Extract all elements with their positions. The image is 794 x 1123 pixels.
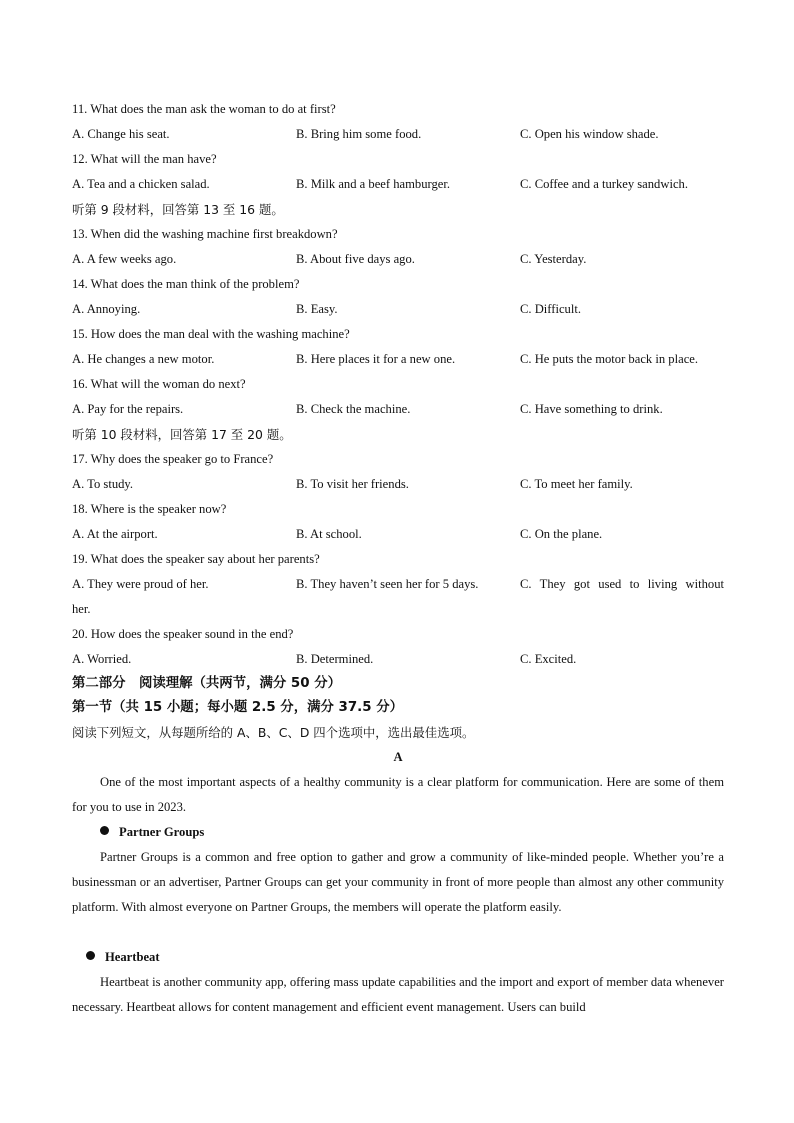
option-c: C. To meet her family. xyxy=(520,477,633,491)
option-c: C. He puts the motor back in place. xyxy=(520,352,699,366)
option-b: B. They haven’t seen her for 5 days. xyxy=(296,577,479,591)
option-a: A. He changes a new motor. xyxy=(72,352,215,366)
option-c: C. Open his window shade. xyxy=(520,127,659,141)
question-15: 15. How does the man deal with the washing machine? xyxy=(72,327,350,341)
option-c: C. Coffee and a turkey sandwich. xyxy=(520,177,688,191)
option-b: B. Easy. xyxy=(296,302,338,316)
option-b: B. Milk and a beef hamburger. xyxy=(296,177,451,191)
option-a: A. A few weeks ago. xyxy=(72,252,177,266)
option-c: C. Difficult. xyxy=(520,302,581,316)
option-b: B. Bring him some food. xyxy=(296,127,422,141)
option-b: B. Determined. xyxy=(296,652,374,666)
question-11: 11. What does the man ask the woman to do at first? xyxy=(72,102,336,116)
item-paragraph: Heartbeat is another community app, offering mass update capabilities and the import and export of member data whenever necessary. Heartbeat allows for content management and efficient event management. Users can build xyxy=(72,975,724,1014)
bullet-dot-icon xyxy=(100,826,109,835)
option-a: A. They were proud of her. xyxy=(72,577,209,591)
option-b: B. Check the machine. xyxy=(296,402,411,416)
option-c: C. Yesterday. xyxy=(520,252,587,266)
question-20: 20. How does the speaker sound in the end? xyxy=(72,627,294,641)
option-a: A. Change his seat. xyxy=(72,127,170,141)
section-9-instruction: 听第 9 段材料，回答第 13 至 16 题。 xyxy=(72,202,284,217)
option-b: B. About five days ago. xyxy=(296,252,415,266)
option-a: A. Annoying. xyxy=(72,302,141,316)
option-b: B. To visit her friends. xyxy=(296,477,409,491)
item-heading xyxy=(100,820,204,845)
intro-paragraph: One of the most important aspects of a healthy community is a clear platform for communication. Here are some of them for you to use in 2023. xyxy=(72,775,724,814)
option-a: A. At the airport. xyxy=(72,527,158,541)
item-title: Partner Groups xyxy=(119,825,205,839)
bullet-dot-icon xyxy=(86,951,95,960)
question-19: 19. What does the speaker say about her parents? xyxy=(72,552,320,566)
question-13: 13. When did the washing machine first breakdown? xyxy=(72,227,338,241)
item-title: Heartbeat xyxy=(105,950,160,964)
reading-instruction: 阅读下列短文，从每题所给的 A、B、C、D 四个选项中，选出最佳选项。 xyxy=(72,725,475,740)
item-paragraph: Partner Groups is a common and free option to gather and grow a community of like-minded people. Whether you’re a businessman or an advertiser, Partner Groups can get your community in front of more people than almost any other community platform. With almost everyone on Partner Groups, the members will operate the platform easily. xyxy=(72,850,724,914)
question-12: 12. What will the man have? xyxy=(72,152,217,166)
passage-label: A xyxy=(393,750,403,764)
question-16: 16. What will the woman do next? xyxy=(72,377,246,391)
option-c: C. Have something to drink. xyxy=(520,402,663,416)
option-c: C. Excited. xyxy=(520,652,577,666)
option-b: B. Here places it for a new one. xyxy=(296,352,456,366)
section-10-instruction: 听第 10 段材料，回答第 17 至 20 题。 xyxy=(72,427,292,442)
question-14: 14. What does the man think of the problem? xyxy=(72,277,300,291)
option-a: A. Tea and a chicken salad. xyxy=(72,177,210,191)
option-b: B. At school. xyxy=(296,527,362,541)
question-17: 17. Why does the speaker go to France? xyxy=(72,452,274,466)
option-c-continued: her. xyxy=(72,602,91,616)
section-one-title: 第一节（共 15 小题；每小题 2.5 分，满分 37.5 分） xyxy=(72,700,404,715)
option-c: C. They got used to living without xyxy=(520,577,724,591)
option-a: A. Worried. xyxy=(72,652,132,666)
part-two-title: 第二部分 阅读理解（共两节，满分 50 分） xyxy=(72,676,341,691)
option-c: C. On the plane. xyxy=(520,527,603,541)
option-a: A. To study. xyxy=(72,477,134,491)
item-heading xyxy=(86,945,160,970)
question-18: 18. Where is the speaker now? xyxy=(72,502,227,516)
option-a: A. Pay for the repairs. xyxy=(72,402,184,416)
